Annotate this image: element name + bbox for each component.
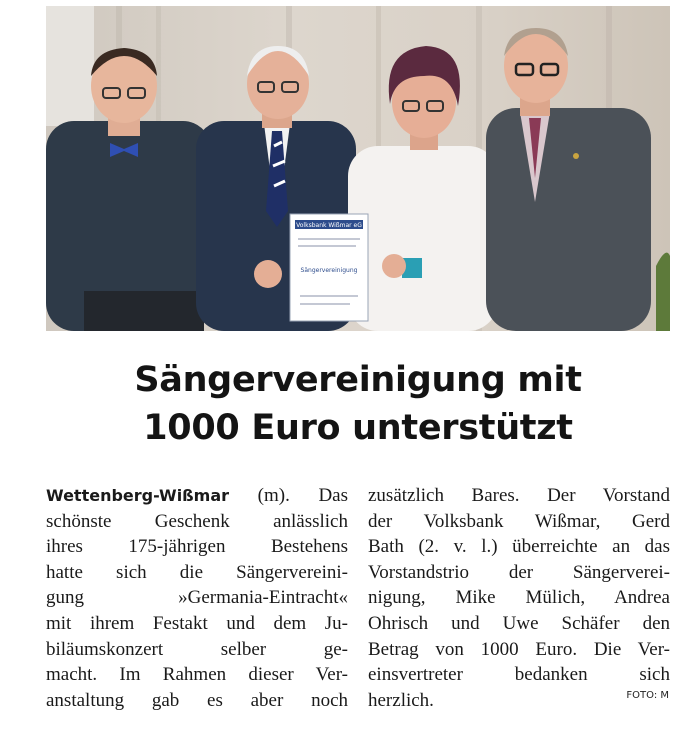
column-1-line: anstaltung gab es aber noch — [46, 689, 348, 711]
person-4 — [486, 28, 651, 331]
article-column-2 — [368, 483, 670, 713]
column-2-line: Bath (2. v. l.) überreichte an das — [368, 536, 670, 558]
photo-credit: FOTO: M — [626, 690, 669, 701]
column-1-line: hatte sich die Sängervereini- — [46, 561, 348, 583]
article-headline — [46, 356, 670, 452]
column-2-line: zusätzlich Bares. Der Vorstand — [368, 485, 670, 506]
column-1-line: schönste Geschenk anlässlich — [46, 510, 348, 532]
column-2-line: einsvertreter bedanken sich — [368, 664, 670, 686]
photo-illustration — [46, 6, 670, 331]
column-1-line — [46, 483, 348, 509]
column-1-line-text: (m). Das — [229, 485, 348, 506]
person-3 — [348, 46, 498, 331]
column-2-line: Betrag von 1000 Euro. Die Ver- — [368, 638, 670, 660]
column-1-line: ihres 175-jährigen Bestehens — [46, 536, 348, 558]
article-column-1 — [46, 483, 348, 713]
column-1-line: gung »Germania-Eintracht« — [46, 587, 348, 609]
certificate — [290, 214, 368, 321]
headline-line-1: Sängervereinigung mit — [134, 360, 582, 400]
column-2-line: Vorstandstrio der Sängerverei- — [368, 561, 670, 583]
column-2-line: der Volksbank Wißmar, Gerd — [368, 510, 670, 532]
news-photo — [46, 6, 670, 331]
column-2-line: Ohrisch und Uwe Schäfer den — [368, 612, 670, 634]
column-1-line: mit ihrem Festakt und dem Ju- — [46, 612, 348, 634]
certificate-heading: Volksbank Wißmar eG — [296, 222, 362, 229]
certificate-body: Sängervereinigung — [300, 267, 358, 274]
column-2-line: nigung, Mike Mülich, Andrea — [368, 587, 670, 609]
column-2-line: herzlich. — [368, 689, 434, 711]
dateline: Wettenberg-Wißmar — [46, 486, 230, 505]
headline-line-2: 1000 Euro unterstützt — [143, 408, 573, 448]
column-1-line: biläumskonzert selber ge- — [46, 638, 348, 660]
column-1-line: macht. Im Rahmen dieser Ver- — [46, 664, 348, 686]
